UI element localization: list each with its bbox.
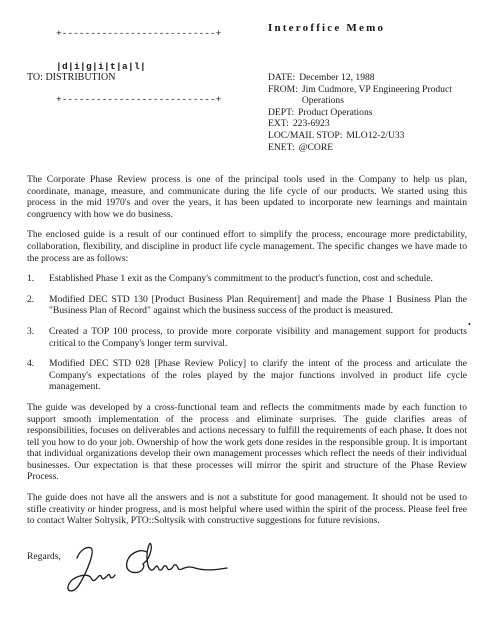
scan-mark: •	[468, 320, 471, 329]
field-label: ENET:	[268, 141, 295, 153]
field-value: @CORE	[298, 141, 334, 153]
list-item	[27, 294, 467, 317]
list-text: Modified DEC STD 130 [Product Business Plan Requirement] and made the Phase 1 Business Plan the "Business Plan of Record" against which the business success of the product is measured.	[49, 293, 467, 317]
memo-header-fields	[268, 72, 490, 153]
paragraph-intro: The Corporate Phase Review process is one of the principal tools used in the Company to help us plan, coordinate, manage, measure, and communicate during the life cycle of our products. We started using this process in the mid 1970's and over the years, it has been updated to incorporate new learnings and maintain congruency with how we do business.	[27, 174, 467, 220]
header-field-ext	[268, 118, 490, 130]
field-value: December 12, 1988	[299, 72, 375, 83]
logo-border-top: +---------------------------+	[56, 28, 222, 39]
field-label: DATE:	[268, 72, 296, 83]
header-field-mailstop	[268, 130, 490, 142]
closing-regards: Regards,	[27, 551, 61, 562]
list-item	[27, 358, 467, 393]
field-label: DEPT:	[268, 106, 295, 118]
list-item	[27, 273, 467, 285]
header-field-dept	[268, 107, 490, 119]
paragraph-development: The guide was developed by a cross-functional team and reflects the commitments made by each function to support smooth implementation of the process and eliminate surprises. The guide clarifies areas of responsibilities, focuses on deliverables and actions necessary to fulfill the requirements of each phase. It does not tell you how to do your job. Ownership of how the work gets done resides in the responsible group. It is important that individual organizations develop their own management processes which reflect the needs of their individual businesses. Our expectation is that these processes will mirror the spirit and structure of the Phase Review Process.	[27, 401, 467, 483]
digital-logo	[56, 6, 221, 127]
changes-list	[27, 273, 467, 393]
field-label: EXT:	[268, 118, 289, 130]
list-text: Modified DEC STD 028 [Phase Review Policy] to clarify the intent of the process and articulate the Company's expectations of the roles played by the major functions involved in product life cycle management.	[49, 358, 467, 393]
field-value: Product Operations	[298, 106, 373, 118]
header-field-date	[268, 72, 490, 84]
field-value: MLO12-2/U33	[346, 129, 405, 141]
paragraph-guide: The enclosed guide is a result of our continued effort to simplify the process, encourage more predictability, collaboration, flexibility, and discipline in product life cycle management. The specific changes we have made to the process are as follows:	[27, 229, 467, 264]
field-label: LOC/MAIL STOP:	[268, 129, 343, 141]
list-text: Established Phase 1 exit as the Company's commitment to the product's function, cost and schedule.	[49, 273, 433, 285]
logo-border-bottom: +---------------------------+	[56, 94, 222, 105]
memo-body	[27, 174, 467, 536]
list-number: 1.	[27, 273, 35, 285]
list-item	[27, 326, 467, 349]
list-number: 3.	[27, 325, 35, 337]
logo-text: |d|i|g|i|t|a|l|	[56, 61, 147, 72]
to-label: TO:	[27, 72, 43, 83]
paragraph-closing: The guide does not have all the answers and is not a substitute for good management. It should not be used to stifle creativity or hinder progress, and is most helpful where used within the spirit of the process. Please feel free to contact Walter Soltysik, PTO::Soltysik with constructive suggestions for future revisions.	[27, 492, 467, 527]
list-text: Created a TOP 100 process, to provide more corporate visibility and management support for products critical to the Company's longer term survival.	[49, 325, 467, 349]
field-value: Jim Cudmore, VP Engineering Product Operations	[301, 83, 452, 107]
header-field-enet	[268, 142, 490, 154]
field-label: FROM:	[268, 83, 298, 95]
header-field-from	[268, 84, 490, 107]
handwritten-signature	[55, 530, 230, 600]
list-number: 2.	[27, 293, 35, 305]
field-value: 223-6923	[292, 118, 330, 130]
to-value: DISTRIBUTION	[45, 72, 116, 83]
to-line	[27, 72, 115, 84]
list-number: 4.	[27, 358, 35, 370]
memo-title: Interoffice Memo	[268, 22, 386, 34]
